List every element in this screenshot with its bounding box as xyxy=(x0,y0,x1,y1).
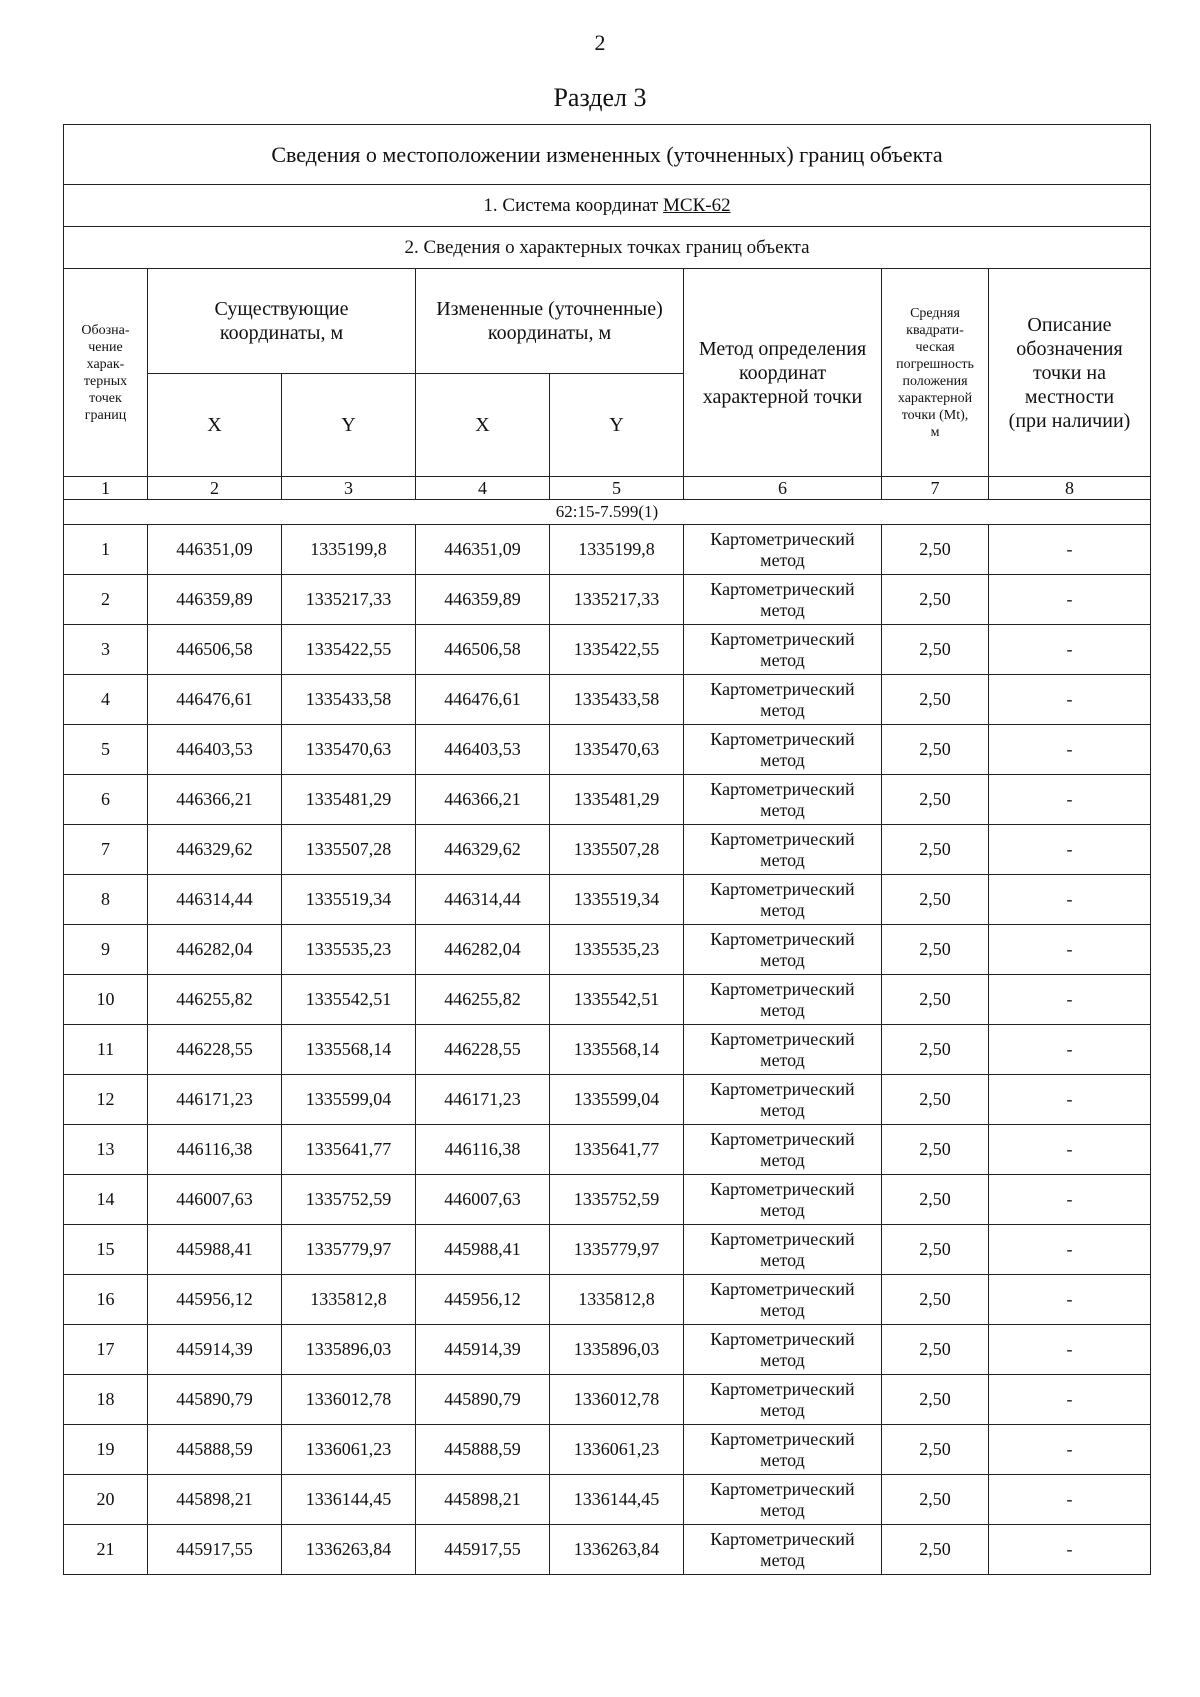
point-number: 13 xyxy=(64,1125,148,1175)
existing-x-value: 446403,53 xyxy=(148,725,282,775)
table-row xyxy=(64,1375,1151,1425)
header-changed-x: X xyxy=(416,374,550,477)
changed-y-value: 1335470,63 xyxy=(550,725,684,775)
point-number: 21 xyxy=(64,1525,148,1575)
existing-y-value: 1335641,77 xyxy=(282,1125,416,1175)
error-value: 2,50 xyxy=(882,625,989,675)
description-value: - xyxy=(989,1325,1151,1375)
error-value: 2,50 xyxy=(882,775,989,825)
existing-x-value: 446476,61 xyxy=(148,675,282,725)
changed-x-value: 445988,41 xyxy=(416,1225,550,1275)
header-existing-coordinates: Существующие координаты, м xyxy=(148,269,416,374)
point-number: 19 xyxy=(64,1425,148,1475)
description-value: - xyxy=(989,1475,1151,1525)
description-value: - xyxy=(989,825,1151,875)
table-row xyxy=(64,1425,1151,1475)
existing-y-value: 1335599,04 xyxy=(282,1075,416,1125)
changed-x-value: 445956,12 xyxy=(416,1275,550,1325)
description-value: - xyxy=(989,1025,1151,1075)
changed-y-value: 1335812,8 xyxy=(550,1275,684,1325)
table-row xyxy=(64,625,1151,675)
table-row xyxy=(64,1475,1151,1525)
existing-x-value: 446171,23 xyxy=(148,1075,282,1125)
table-row xyxy=(64,1125,1151,1175)
column-number: 8 xyxy=(989,477,1151,500)
point-number: 9 xyxy=(64,925,148,975)
changed-y-value: 1335752,59 xyxy=(550,1175,684,1225)
header-changed-coordinates: Измененные (уточненные) координаты, м xyxy=(416,269,684,374)
changed-y-value: 1335481,29 xyxy=(550,775,684,825)
changed-y-value: 1335896,03 xyxy=(550,1325,684,1375)
point-number: 17 xyxy=(64,1325,148,1375)
existing-x-value: 446228,55 xyxy=(148,1025,282,1075)
column-number: 4 xyxy=(416,477,550,500)
existing-x-value: 446506,58 xyxy=(148,625,282,675)
header-point-designation: Обозна- чение харак- терных точек границ xyxy=(64,269,148,477)
error-value: 2,50 xyxy=(882,1275,989,1325)
changed-y-value: 1335568,14 xyxy=(550,1025,684,1075)
method-value: Картометрический метод xyxy=(684,1525,882,1575)
changed-x-value: 446366,21 xyxy=(416,775,550,825)
section-title: Раздел 3 xyxy=(553,83,647,112)
error-value: 2,50 xyxy=(882,675,989,725)
description-value: - xyxy=(989,1075,1151,1125)
point-number: 5 xyxy=(64,725,148,775)
points-info-row: 2. Сведения о характерных точках границ объекта xyxy=(64,227,1151,269)
table-row xyxy=(64,775,1151,825)
table-row xyxy=(64,575,1151,625)
method-value: Картометрический метод xyxy=(684,1025,882,1075)
error-value: 2,50 xyxy=(882,1125,989,1175)
error-value: 2,50 xyxy=(882,925,989,975)
description-value: - xyxy=(989,675,1151,725)
point-number: 3 xyxy=(64,625,148,675)
table-row xyxy=(64,825,1151,875)
table-row xyxy=(64,1525,1151,1575)
error-value: 2,50 xyxy=(882,525,989,575)
existing-x-value: 446329,62 xyxy=(148,825,282,875)
changed-x-value: 446476,61 xyxy=(416,675,550,725)
existing-y-value: 1336144,45 xyxy=(282,1475,416,1525)
error-value: 2,50 xyxy=(882,825,989,875)
changed-x-value: 445898,21 xyxy=(416,1475,550,1525)
point-number: 10 xyxy=(64,975,148,1025)
changed-x-value: 445888,59 xyxy=(416,1425,550,1475)
changed-y-value: 1335641,77 xyxy=(550,1125,684,1175)
error-value: 2,50 xyxy=(882,875,989,925)
description-value: - xyxy=(989,925,1151,975)
error-value: 2,50 xyxy=(882,1425,989,1475)
existing-x-value: 446007,63 xyxy=(148,1175,282,1225)
changed-y-value: 1335422,55 xyxy=(550,625,684,675)
existing-y-value: 1335199,8 xyxy=(282,525,416,575)
header-method: Метод определения координат характерной точки xyxy=(684,269,882,477)
table-row xyxy=(64,725,1151,775)
method-value: Картометрический метод xyxy=(684,1375,882,1425)
table-row xyxy=(64,1275,1151,1325)
changed-x-value: 446359,89 xyxy=(416,575,550,625)
existing-y-value: 1336061,23 xyxy=(282,1425,416,1475)
existing-x-value: 446359,89 xyxy=(148,575,282,625)
changed-y-value: 1335217,33 xyxy=(550,575,684,625)
description-value: - xyxy=(989,1425,1151,1475)
point-number: 1 xyxy=(64,525,148,575)
description-value: - xyxy=(989,875,1151,925)
existing-x-value: 446366,21 xyxy=(148,775,282,825)
existing-y-value: 1335217,33 xyxy=(282,575,416,625)
changed-y-value: 1336012,78 xyxy=(550,1375,684,1425)
existing-y-value: 1335519,34 xyxy=(282,875,416,925)
existing-y-value: 1335470,63 xyxy=(282,725,416,775)
method-value: Картометрический метод xyxy=(684,1325,882,1375)
column-number: 3 xyxy=(282,477,416,500)
table-row xyxy=(64,1325,1151,1375)
coordinate-system-row xyxy=(64,185,1151,227)
description-value: - xyxy=(989,1175,1151,1225)
method-value: Картометрический метод xyxy=(684,1475,882,1525)
table-row xyxy=(64,675,1151,725)
point-number: 7 xyxy=(64,825,148,875)
existing-y-value: 1336263,84 xyxy=(282,1525,416,1575)
existing-y-value: 1335779,97 xyxy=(282,1225,416,1275)
error-value: 2,50 xyxy=(882,1075,989,1125)
changed-y-value: 1335779,97 xyxy=(550,1225,684,1275)
column-number: 7 xyxy=(882,477,989,500)
page-number: 2 xyxy=(594,30,606,55)
point-number: 2 xyxy=(64,575,148,625)
existing-y-value: 1335507,28 xyxy=(282,825,416,875)
changed-y-value: 1335507,28 xyxy=(550,825,684,875)
existing-x-value: 445898,21 xyxy=(148,1475,282,1525)
changed-y-value: 1335433,58 xyxy=(550,675,684,725)
changed-x-value: 445917,55 xyxy=(416,1525,550,1575)
header-existing-y: Y xyxy=(282,374,416,477)
error-value: 2,50 xyxy=(882,1475,989,1525)
column-number: 6 xyxy=(684,477,882,500)
existing-x-value: 446282,04 xyxy=(148,925,282,975)
method-value: Картометрический метод xyxy=(684,925,882,975)
method-value: Картометрический метод xyxy=(684,675,882,725)
existing-x-value: 445914,39 xyxy=(148,1325,282,1375)
changed-x-value: 446228,55 xyxy=(416,1025,550,1075)
boundary-points-table xyxy=(63,124,1151,1575)
changed-y-value: 1335535,23 xyxy=(550,925,684,975)
method-value: Картометрический метод xyxy=(684,1075,882,1125)
method-value: Картометрический метод xyxy=(684,1225,882,1275)
changed-x-value: 446403,53 xyxy=(416,725,550,775)
description-value: - xyxy=(989,1525,1151,1575)
column-number: 5 xyxy=(550,477,684,500)
existing-y-value: 1335752,59 xyxy=(282,1175,416,1225)
point-number: 16 xyxy=(64,1275,148,1325)
changed-y-value: 1335542,51 xyxy=(550,975,684,1025)
column-number: 1 xyxy=(64,477,148,500)
existing-x-value: 445988,41 xyxy=(148,1225,282,1275)
coordinate-system-value: МСК-62 xyxy=(663,194,731,216)
header-changed-y: Y xyxy=(550,374,684,477)
changed-x-value: 446329,62 xyxy=(416,825,550,875)
method-value: Картометрический метод xyxy=(684,775,882,825)
method-value: Картометрический метод xyxy=(684,1275,882,1325)
method-value: Картометрический метод xyxy=(684,725,882,775)
existing-x-value: 446314,44 xyxy=(148,875,282,925)
existing-y-value: 1335896,03 xyxy=(282,1325,416,1375)
method-value: Картометрический метод xyxy=(684,975,882,1025)
existing-x-value: 445890,79 xyxy=(148,1375,282,1425)
changed-x-value: 446116,38 xyxy=(416,1125,550,1175)
changed-y-value: 1335199,8 xyxy=(550,525,684,575)
existing-y-value: 1335568,14 xyxy=(282,1025,416,1075)
point-number: 6 xyxy=(64,775,148,825)
existing-x-value: 445888,59 xyxy=(148,1425,282,1475)
existing-y-value: 1335535,23 xyxy=(282,925,416,975)
changed-x-value: 446171,23 xyxy=(416,1075,550,1125)
method-value: Картометрический метод xyxy=(684,875,882,925)
error-value: 2,50 xyxy=(882,1225,989,1275)
point-number: 20 xyxy=(64,1475,148,1525)
coordinate-system-label: 1. Система координат xyxy=(483,194,659,216)
changed-y-value: 1335519,34 xyxy=(550,875,684,925)
changed-x-value: 445914,39 xyxy=(416,1325,550,1375)
error-value: 2,50 xyxy=(882,1525,989,1575)
table-row xyxy=(64,1225,1151,1275)
existing-x-value: 445917,55 xyxy=(148,1525,282,1575)
description-value: - xyxy=(989,525,1151,575)
description-value: - xyxy=(989,625,1151,675)
point-number: 15 xyxy=(64,1225,148,1275)
changed-x-value: 446255,82 xyxy=(416,975,550,1025)
method-value: Картометрический метод xyxy=(684,625,882,675)
existing-x-value: 446255,82 xyxy=(148,975,282,1025)
description-value: - xyxy=(989,575,1151,625)
table-row xyxy=(64,925,1151,975)
changed-x-value: 445890,79 xyxy=(416,1375,550,1425)
changed-x-value: 446314,44 xyxy=(416,875,550,925)
method-value: Картометрический метод xyxy=(684,1425,882,1475)
method-value: Картометрический метод xyxy=(684,1125,882,1175)
point-number: 18 xyxy=(64,1375,148,1425)
header-existing-x: X xyxy=(148,374,282,477)
table-row xyxy=(64,525,1151,575)
column-number: 2 xyxy=(148,477,282,500)
description-value: - xyxy=(989,1375,1151,1425)
error-value: 2,50 xyxy=(882,575,989,625)
changed-x-value: 446506,58 xyxy=(416,625,550,675)
description-value: - xyxy=(989,1225,1151,1275)
description-value: - xyxy=(989,975,1151,1025)
description-value: - xyxy=(989,775,1151,825)
error-value: 2,50 xyxy=(882,1325,989,1375)
changed-y-value: 1336144,45 xyxy=(550,1475,684,1525)
header-description: Описание обозначения точки на местности (при наличии) xyxy=(989,269,1151,477)
error-value: 2,50 xyxy=(882,1375,989,1425)
description-value: - xyxy=(989,1275,1151,1325)
table-row xyxy=(64,1075,1151,1125)
existing-y-value: 1335542,51 xyxy=(282,975,416,1025)
method-value: Картометрический метод xyxy=(684,825,882,875)
existing-x-value: 446116,38 xyxy=(148,1125,282,1175)
table-row xyxy=(64,975,1151,1025)
table-row xyxy=(64,1025,1151,1075)
existing-y-value: 1335812,8 xyxy=(282,1275,416,1325)
table-row xyxy=(64,875,1151,925)
method-value: Картометрический метод xyxy=(684,525,882,575)
point-number: 8 xyxy=(64,875,148,925)
table-title: Сведения о местоположении измененных (уточненных) границ объекта xyxy=(64,125,1151,185)
description-value: - xyxy=(989,725,1151,775)
changed-x-value: 446007,63 xyxy=(416,1175,550,1225)
changed-x-value: 446282,04 xyxy=(416,925,550,975)
error-value: 2,50 xyxy=(882,725,989,775)
existing-x-value: 446351,09 xyxy=(148,525,282,575)
method-value: Картометрический метод xyxy=(684,1175,882,1225)
header-mean-square-error: Средняя квадрати- ческая погрешность положения характерной точки (Mt), м xyxy=(882,269,989,477)
error-value: 2,50 xyxy=(882,975,989,1025)
existing-y-value: 1336012,78 xyxy=(282,1375,416,1425)
changed-y-value: 1336061,23 xyxy=(550,1425,684,1475)
existing-x-value: 445956,12 xyxy=(148,1275,282,1325)
point-number: 12 xyxy=(64,1075,148,1125)
existing-y-value: 1335422,55 xyxy=(282,625,416,675)
changed-y-value: 1336263,84 xyxy=(550,1525,684,1575)
description-value: - xyxy=(989,1125,1151,1175)
existing-y-value: 1335481,29 xyxy=(282,775,416,825)
point-number: 14 xyxy=(64,1175,148,1225)
method-value: Картометрический метод xyxy=(684,575,882,625)
point-number: 11 xyxy=(64,1025,148,1075)
error-value: 2,50 xyxy=(882,1025,989,1075)
existing-y-value: 1335433,58 xyxy=(282,675,416,725)
error-value: 2,50 xyxy=(882,1175,989,1225)
parcel-id-row: 62:15-7.599(1) xyxy=(64,500,1151,525)
changed-x-value: 446351,09 xyxy=(416,525,550,575)
changed-y-value: 1335599,04 xyxy=(550,1075,684,1125)
column-numbers-row xyxy=(64,477,1151,500)
table-row xyxy=(64,1175,1151,1225)
point-number: 4 xyxy=(64,675,148,725)
